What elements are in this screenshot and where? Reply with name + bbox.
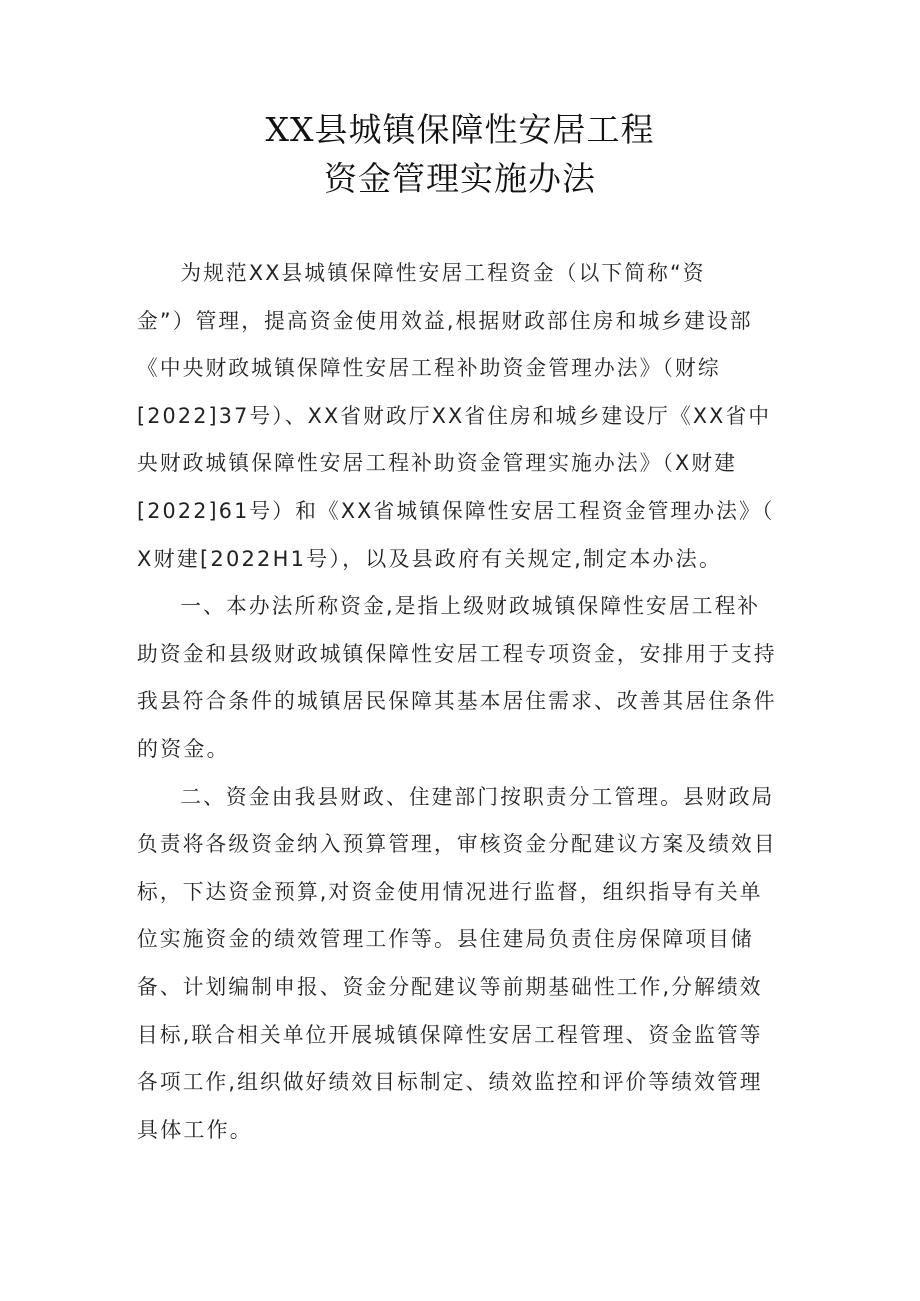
text-line: 的资金。 [137, 736, 230, 761]
text-line: 二、资金由我县财政、住建部门按职责分工管理。县财政局 [180, 784, 775, 809]
text-line: 《中央财政城镇保障性安居工程补助资金管理办法》（财综 [137, 356, 721, 381]
text-line: 一、本办法所称资金,是指上级财政城镇保障性安居工程补 [180, 594, 761, 619]
text-line: 助资金和县级财政城镇保障性安居工程专项资金，安排用于支持 [137, 641, 777, 666]
text-line: 目标,联合相关单位开展城镇保障性安居工程管理、资金监管等 [137, 1022, 763, 1047]
text-line: 备、计划编制申报、资金分配建议等前期基础性工作,分解绩效 [137, 974, 763, 999]
document-title-line-1: XX县城镇保障性安居工程 [265, 110, 655, 149]
paragraph-preamble [137, 250, 797, 583]
paragraph-article-2 [137, 774, 797, 1155]
text-line: 为规范XX县城镇保障性安居工程资金（以下简称“资 [180, 261, 706, 285]
document-body [137, 250, 797, 1154]
text-line: 标，下达资金预算,对资金使用情况进行监督，组织指导有关单 [137, 879, 763, 904]
text-line: 我县符合条件的城镇居民保障其基本居住需求、改善其居住条件 [137, 689, 777, 714]
text-line: X财建[2022H1号），以及县政府有关规定,制定本办法。 [137, 546, 723, 571]
document-title-line-2: 资金管理实施办法 [324, 159, 596, 198]
text-line: 具体工作。 [137, 1117, 253, 1142]
text-line: 位实施资金的绩效管理工作等。县住建局负责住房保障项目储 [137, 927, 754, 952]
text-line: 各项工作,组织做好绩效目标制定、绩效监控和评价等绩效管理 [137, 1070, 763, 1095]
text-line: [2022]37号）、XX省财政厅XX省住房和城乡建设厅《XX省中 [137, 403, 772, 428]
paragraph-article-1 [137, 583, 797, 773]
text-line: 央财政城镇保障性安居工程补助资金管理实施办法》（X财建 [137, 451, 738, 476]
text-line: 金”）管理，提高资金使用效益,根据财政部住房和城乡建设部 [137, 308, 753, 333]
text-line: 负责将各级资金纳入预算管理，审核资金分配建议方案及绩效目 [137, 832, 777, 857]
text-line: [2022]61号）和《XX省城镇保障性安居工程资金管理办法》（ [137, 498, 775, 523]
